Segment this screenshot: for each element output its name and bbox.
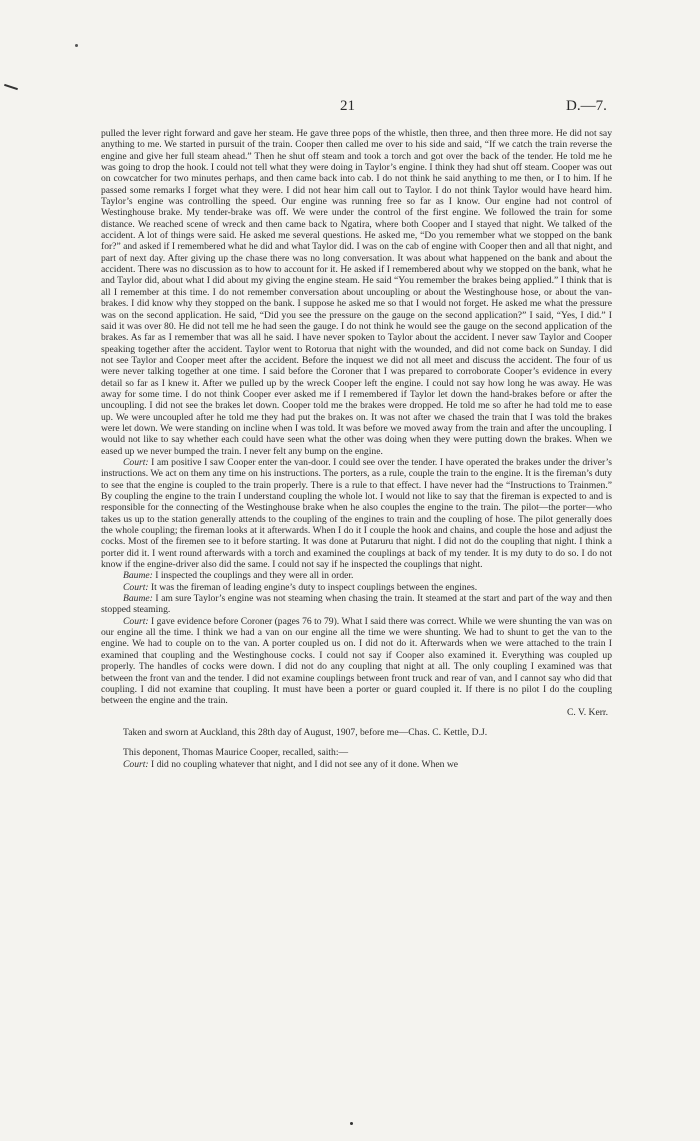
margin-mark	[4, 84, 18, 90]
page-header	[0, 98, 700, 118]
paragraph: Baume: I inspected the couplings and they were all in order.	[123, 570, 354, 582]
deponent-intro: This deponent, Thomas Maurice Cooper, recalled, saith:—	[123, 747, 349, 759]
page-number: 21	[340, 98, 355, 114]
footer-dot	[350, 1122, 353, 1125]
signature: C. V. Kerr.	[567, 706, 608, 718]
paragraph: Court: I did no coupling whatever that night, and I did not see any of it done. When we	[123, 758, 459, 770]
margin-dot	[75, 44, 78, 47]
section-reference: D.—7.	[566, 98, 607, 114]
jurat: Taken and sworn at Auckland, this 28th day of August, 1907, before me—Chas. C. Kettle, D.J.	[123, 726, 488, 738]
document-body	[101, 128, 612, 770]
paragraph: Court: I am positive I saw Cooper enter the van-door. I could see over the tender. I have operated the brakes under the driver’s instructions. We act on them any time on his instructions. The porters, as a rule, couple the train to the engine. It is the fireman’s duty to see that the engine is coupled to the train properly. There is a rule to that effect. I have never had the “Instructions to Trainmen.” By coupling the engine to the train I understand coupling the whole lot. I would not like to say that the fireman is expected to and is responsible for the connecting of the Westinghouse brake when he also couples the engine to the train. The pilot—the porter—who takes us up to the station generally attends to the coupling of the engines to train and the coupling of hose. The pilot generally does the whole coupling; the fireman looks at it afterwards. When I do it I couple the hook and chains, and couple the hose and adjust the cocks. Most of the firemen see to it before starting. It was done at Putaruru that night. I did not do the coupling that night. I think a porter did it. I went round afterwards with a torch and examined the couplings at back of my tender. It is my duty to do so. I do not know if the engine-driver also did the same. I could not say if he inspected the couplings that night.	[101, 456, 612, 571]
paragraph: Court: It was the fireman of leading engine’s duty to inspect couplings between the engines.	[123, 581, 478, 593]
paragraph: pulled the lever right forward and gave her steam. He gave three pops of the whistle, then three, and then three more. He did not say anything to me. We started in pursuit of the train. Cooper then called me over to his side and said, “If we catch the train reverse the engine and give her full steam ahead.” Then he shut off steam and took a torch and got over the back of the tender. He told me he was going to drop the hook. I could not tell what they were doing in Taylor’s engine. I think they had shut off steam. Cooper was out on cowcatcher for two minutes perhaps, and then came back into cab. I do not think he said anything to me then, or I to him. If he passed some remarks I forget what they were. I did not hear him call out to Taylor. I do not think Taylor would have heard him. Taylor’s engine was controlling the speed. Our engine was running free so far as I know. Our engine had not control of Westinghouse brake. My tender-brake was off. We were under the control of the first engine. We followed the train for some distance. We reached scene of wreck and then came back to Ngatira, where both Cooper and I stayed that night. We talked of the accident. A lot of things were said. He asked me several questions. He asked me, “Do you remember what we stopped on the bank for?” and asked if I remembered what he did and what Taylor did. I was on the cab of engine with Cooper then and all that night, and part of next day. After giving up the chase there was no long conversation. It was about what happened on the bank and about the accident. There was no discussion as to how to account for it. He asked if I remembered about why we stopped on the bank, what he and Taylor did, about what I did about my giving the engine steam. He said “You remember the brakes being applied.” I think that is all I remember at this time. I do not remember conversation about uncoupling or about the Westinghouse hose, or about the van-brakes. I did know why they stopped on the bank. I suppose he asked me so that I would not forget. He asked me what the pressure was on the second application. He said, “Did you see the pressure on the gauge on the second application?” I said, “Yes, I did.” I said it was over 80. He did not tell me he had seen the gauge. I do not think he would see the gauge on the second application of the brakes. As far as I remember that was all he said. I have never spoken to Taylor about the accident. I never saw Taylor and Cooper speaking together after the accident. Taylor went to Rotorua that night with the wounded, and did not come back on Sunday. I did not see Taylor and Cooper meet after the accident. Before the inquest we did not all meet and discuss the accident. The four of us were never talking together at one time. I said before the Coroner that I was prepared to corroborate Cooper’s evidence in every detail so far as I knew it. After we pulled up by the wreck Cooper left the engine. I could not say how long he was away. He was away for some time. I do not think Cooper ever asked me if I remembered if Taylor let down the hand-brakes before or after the uncoupling. I did not see the brakes let down. Cooper told me the brakes were dropped. He told me so after he had told me to ease up. We were uncoupled after he told me they had put the brakes on. It was not after we chased the train that I was told the brakes were let down. We were standing on incline when I was told. It was before we moved away from the train and after the uncoupling. I would not like to say whether each could have seen what the other was doing when they were putting down the brakes. When we eased up we never bumped the train. I never felt any bump on the engine.	[101, 128, 612, 457]
paragraph: Court: I gave evidence before Coroner (pages 76 to 79). What I said there was correct. While we were shunting the van was on our engine all the time. I think we had a van on our engine all the time we were shunting. We had to shunt to get the van to the engine. We had to couple on to the van. A porter coupled us on. I did not do it. Afterwards when we were attached to the train I examined that coupling and the Westinghouse cocks. I could not say if Cooper also examined it. Everything was coupled up properly. The handles of cocks were down. I did not do any coupling that night at all. The only coupling I examined was that between the front van and the tender. I did not examine couplings between front truck and rear of van, and I cannot say who did that coupling. I did not examine that coupling. It must have been a porter or guard coupled it. If there is no pilot I do the coupling between the engine and the train.	[101, 615, 612, 707]
paragraph: Baume: I am sure Taylor’s engine was not steaming when chasing the train. It steamed at the start and part of the way and then stopped steaming.	[101, 593, 612, 616]
